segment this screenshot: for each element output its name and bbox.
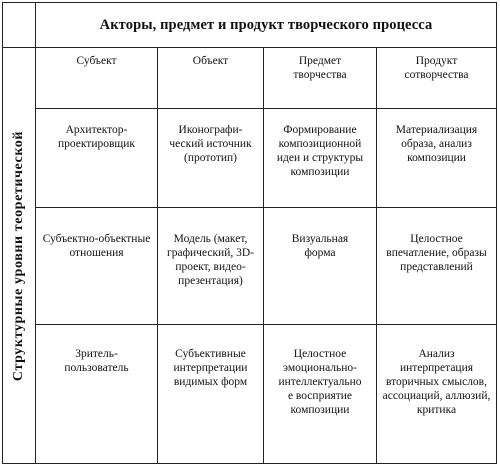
column-header-subject	[36, 48, 158, 109]
cell-text: Анализ интерпретация вторичных смыслов, ассоциаций, аллюзий, критика	[382, 348, 491, 416]
column-header-text: Субъект	[76, 55, 117, 67]
column-header-text: Продукт сотворчества	[404, 55, 469, 81]
table-cell	[158, 109, 264, 208]
cell-text: Материализация образа, анализ композиции	[395, 124, 478, 164]
column-header-object	[158, 48, 264, 109]
table-title: Акторы, предмет и продукт творческого процесса	[36, 3, 497, 48]
side-header-cell	[3, 48, 36, 464]
table-cell	[36, 109, 158, 208]
column-header-text: Предмет творчества	[293, 55, 347, 81]
table-cell	[377, 109, 497, 208]
header-row	[3, 48, 497, 109]
side-label: Структурные уровни теоретической	[11, 130, 26, 381]
table-cell	[377, 208, 497, 325]
cell-text: Иконографи- ческий источник (прототип)	[169, 124, 252, 164]
corner-cell	[3, 3, 36, 48]
cell-text: Формирование композиционной идеи и структуры композиции	[276, 124, 364, 178]
table-cell	[264, 325, 377, 464]
table-row	[3, 109, 497, 208]
table-cell	[36, 208, 158, 325]
cell-text: Архитектор- проектировщик	[57, 124, 136, 150]
column-header-product	[377, 48, 497, 109]
column-header-subject-matter	[264, 48, 377, 109]
cell-text: Визуальная форма	[291, 233, 349, 259]
table-row	[3, 208, 497, 325]
table-cell	[36, 325, 158, 464]
table-cell	[264, 208, 377, 325]
cell-text: Модель (макет, графический, 3D- проект, видео- презентация)	[167, 233, 254, 287]
cell-text: Целостное впечатление, образы представлений	[386, 233, 487, 273]
title-row	[3, 3, 497, 48]
table-cell	[264, 109, 377, 208]
cell-text: Субъективные интерпретации видимых форм	[173, 348, 248, 388]
cell-text: Субъектно-объектные отношения	[42, 233, 151, 259]
table-row	[3, 325, 497, 464]
table-cell	[158, 325, 264, 464]
column-header-text: Объект	[192, 55, 229, 67]
cell-text: Зритель- пользователь	[64, 348, 129, 374]
table-cell	[377, 325, 497, 464]
actors-table	[2, 2, 497, 464]
cell-text: Целостное эмоционально- интеллектуально е восприятие композиции	[278, 348, 362, 416]
table-cell	[158, 208, 264, 325]
